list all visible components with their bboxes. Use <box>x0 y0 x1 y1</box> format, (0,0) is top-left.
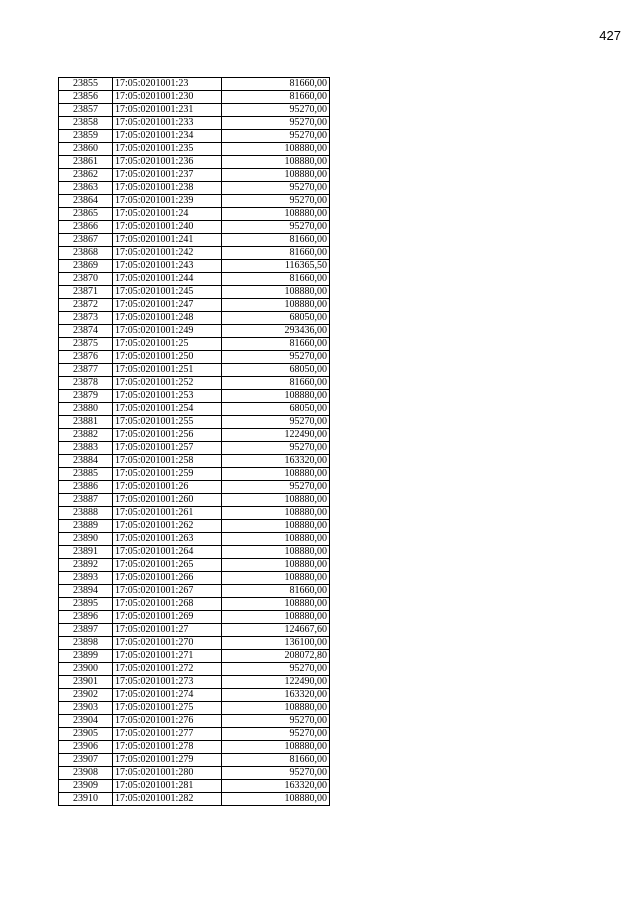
table-row <box>59 351 330 364</box>
row-number-cell: 23906 <box>59 741 113 754</box>
table-row <box>59 286 330 299</box>
value-cell: 95270,00 <box>222 195 330 208</box>
cadastral-number-cell: 17:05:0201001:243 <box>113 260 222 273</box>
value-cell: 95270,00 <box>222 351 330 364</box>
table-row <box>59 78 330 91</box>
row-number-cell: 23872 <box>59 299 113 312</box>
cadastral-number-cell: 17:05:0201001:245 <box>113 286 222 299</box>
row-number-cell: 23862 <box>59 169 113 182</box>
row-number-cell: 23878 <box>59 377 113 390</box>
row-number-cell: 23855 <box>59 78 113 91</box>
value-cell: 108880,00 <box>222 520 330 533</box>
row-number-cell: 23863 <box>59 182 113 195</box>
cadastral-number-cell: 17:05:0201001:266 <box>113 572 222 585</box>
value-cell: 68050,00 <box>222 364 330 377</box>
value-cell: 95270,00 <box>222 728 330 741</box>
row-number-cell: 23885 <box>59 468 113 481</box>
value-cell: 163320,00 <box>222 455 330 468</box>
row-number-cell: 23856 <box>59 91 113 104</box>
row-number-cell: 23882 <box>59 429 113 442</box>
table-row <box>59 455 330 468</box>
value-cell: 68050,00 <box>222 312 330 325</box>
row-number-cell: 23896 <box>59 611 113 624</box>
cadastral-number-cell: 17:05:0201001:234 <box>113 130 222 143</box>
table-row <box>59 117 330 130</box>
table-row <box>59 754 330 767</box>
cadastral-number-cell: 17:05:0201001:236 <box>113 156 222 169</box>
value-cell: 108880,00 <box>222 208 330 221</box>
row-number-cell: 23869 <box>59 260 113 273</box>
cadastral-number-cell: 17:05:0201001:248 <box>113 312 222 325</box>
table-row <box>59 182 330 195</box>
value-cell: 108880,00 <box>222 299 330 312</box>
cadastral-number-cell: 17:05:0201001:260 <box>113 494 222 507</box>
row-number-cell: 23870 <box>59 273 113 286</box>
cadastral-number-cell: 17:05:0201001:261 <box>113 507 222 520</box>
row-number-cell: 23867 <box>59 234 113 247</box>
value-cell: 163320,00 <box>222 780 330 793</box>
cadastral-number-cell: 17:05:0201001:279 <box>113 754 222 767</box>
cadastral-number-cell: 17:05:0201001:253 <box>113 390 222 403</box>
table-body <box>59 78 330 806</box>
table-row <box>59 403 330 416</box>
row-number-cell: 23891 <box>59 546 113 559</box>
cadastral-number-cell: 17:05:0201001:272 <box>113 663 222 676</box>
cadastral-number-cell: 17:05:0201001:238 <box>113 182 222 195</box>
cadastral-number-cell: 17:05:0201001:269 <box>113 611 222 624</box>
cadastral-number-cell: 17:05:0201001:280 <box>113 767 222 780</box>
cadastral-number-cell: 17:05:0201001:240 <box>113 221 222 234</box>
row-number-cell: 23905 <box>59 728 113 741</box>
value-cell: 108880,00 <box>222 702 330 715</box>
cadastral-number-cell: 17:05:0201001:23 <box>113 78 222 91</box>
table-row <box>59 715 330 728</box>
table-row <box>59 260 330 273</box>
value-cell: 95270,00 <box>222 182 330 195</box>
cadastral-number-cell: 17:05:0201001:27 <box>113 624 222 637</box>
table-row <box>59 338 330 351</box>
value-cell: 163320,00 <box>222 689 330 702</box>
row-number-cell: 23879 <box>59 390 113 403</box>
row-number-cell: 23893 <box>59 572 113 585</box>
table-row <box>59 546 330 559</box>
table-row <box>59 533 330 546</box>
cadastral-number-cell: 17:05:0201001:230 <box>113 91 222 104</box>
row-number-cell: 23894 <box>59 585 113 598</box>
row-number-cell: 23859 <box>59 130 113 143</box>
cadastral-number-cell: 17:05:0201001:241 <box>113 234 222 247</box>
cadastral-number-cell: 17:05:0201001:262 <box>113 520 222 533</box>
cadastral-number-cell: 17:05:0201001:242 <box>113 247 222 260</box>
table-row <box>59 650 330 663</box>
value-cell: 95270,00 <box>222 767 330 780</box>
table-row <box>59 767 330 780</box>
row-number-cell: 23871 <box>59 286 113 299</box>
value-cell: 81660,00 <box>222 754 330 767</box>
value-cell: 81660,00 <box>222 247 330 260</box>
table-row <box>59 468 330 481</box>
value-cell: 95270,00 <box>222 416 330 429</box>
value-cell: 81660,00 <box>222 91 330 104</box>
row-number-cell: 23910 <box>59 793 113 806</box>
cadastral-number-cell: 17:05:0201001:258 <box>113 455 222 468</box>
value-cell: 108880,00 <box>222 793 330 806</box>
row-number-cell: 23900 <box>59 663 113 676</box>
row-number-cell: 23865 <box>59 208 113 221</box>
table-row <box>59 637 330 650</box>
table-row <box>59 130 330 143</box>
table-row <box>59 585 330 598</box>
value-cell: 81660,00 <box>222 78 330 91</box>
table-row <box>59 741 330 754</box>
table-row <box>59 234 330 247</box>
row-number-cell: 23901 <box>59 676 113 689</box>
table-row <box>59 312 330 325</box>
row-number-cell: 23868 <box>59 247 113 260</box>
value-cell: 81660,00 <box>222 377 330 390</box>
value-cell: 108880,00 <box>222 546 330 559</box>
value-cell: 122490,00 <box>222 676 330 689</box>
table-row <box>59 624 330 637</box>
value-cell: 95270,00 <box>222 221 330 234</box>
cadastral-number-cell: 17:05:0201001:256 <box>113 429 222 442</box>
table-row <box>59 676 330 689</box>
row-number-cell: 23884 <box>59 455 113 468</box>
cadastral-number-cell: 17:05:0201001:235 <box>113 143 222 156</box>
value-cell: 81660,00 <box>222 234 330 247</box>
row-number-cell: 23909 <box>59 780 113 793</box>
cadastral-number-cell: 17:05:0201001:255 <box>113 416 222 429</box>
value-cell: 108880,00 <box>222 741 330 754</box>
value-cell: 208072,80 <box>222 650 330 663</box>
cadastral-number-cell: 17:05:0201001:244 <box>113 273 222 286</box>
table-row <box>59 247 330 260</box>
cadastral-number-cell: 17:05:0201001:282 <box>113 793 222 806</box>
value-cell: 108880,00 <box>222 559 330 572</box>
value-cell: 108880,00 <box>222 507 330 520</box>
value-cell: 95270,00 <box>222 104 330 117</box>
value-cell: 81660,00 <box>222 585 330 598</box>
table-row <box>59 494 330 507</box>
value-cell: 124667,60 <box>222 624 330 637</box>
table-row <box>59 429 330 442</box>
value-cell: 81660,00 <box>222 338 330 351</box>
value-cell: 95270,00 <box>222 117 330 130</box>
table-row <box>59 793 330 806</box>
table-row <box>59 364 330 377</box>
value-cell: 136100,00 <box>222 637 330 650</box>
cadastral-number-cell: 17:05:0201001:274 <box>113 689 222 702</box>
row-number-cell: 23864 <box>59 195 113 208</box>
table-row <box>59 611 330 624</box>
row-number-cell: 23866 <box>59 221 113 234</box>
cadastral-number-cell: 17:05:0201001:250 <box>113 351 222 364</box>
value-cell: 95270,00 <box>222 481 330 494</box>
value-cell: 81660,00 <box>222 273 330 286</box>
row-number-cell: 23875 <box>59 338 113 351</box>
cadastral-number-cell: 17:05:0201001:249 <box>113 325 222 338</box>
value-cell: 108880,00 <box>222 156 330 169</box>
value-cell: 108880,00 <box>222 286 330 299</box>
table-row <box>59 520 330 533</box>
table-row <box>59 442 330 455</box>
table-row <box>59 481 330 494</box>
table-row <box>59 91 330 104</box>
cadastral-number-cell: 17:05:0201001:231 <box>113 104 222 117</box>
table-row <box>59 702 330 715</box>
value-cell: 95270,00 <box>222 442 330 455</box>
row-number-cell: 23873 <box>59 312 113 325</box>
cadastral-number-cell: 17:05:0201001:268 <box>113 598 222 611</box>
row-number-cell: 23889 <box>59 520 113 533</box>
value-cell: 68050,00 <box>222 403 330 416</box>
row-number-cell: 23883 <box>59 442 113 455</box>
cadastral-number-cell: 17:05:0201001:264 <box>113 546 222 559</box>
row-number-cell: 23892 <box>59 559 113 572</box>
cadastral-number-cell: 17:05:0201001:277 <box>113 728 222 741</box>
table-row <box>59 728 330 741</box>
cadastral-number-cell: 17:05:0201001:247 <box>113 299 222 312</box>
table-row <box>59 104 330 117</box>
cadastral-number-cell: 17:05:0201001:237 <box>113 169 222 182</box>
table-row <box>59 416 330 429</box>
cadastral-number-cell: 17:05:0201001:265 <box>113 559 222 572</box>
row-number-cell: 23881 <box>59 416 113 429</box>
table-row <box>59 169 330 182</box>
row-number-cell: 23895 <box>59 598 113 611</box>
value-cell: 108880,00 <box>222 390 330 403</box>
table-row <box>59 663 330 676</box>
value-cell: 108880,00 <box>222 169 330 182</box>
row-number-cell: 23886 <box>59 481 113 494</box>
row-number-cell: 23907 <box>59 754 113 767</box>
table-row <box>59 377 330 390</box>
table-row <box>59 390 330 403</box>
row-number-cell: 23890 <box>59 533 113 546</box>
cadastral-number-cell: 17:05:0201001:267 <box>113 585 222 598</box>
value-cell: 116365,50 <box>222 260 330 273</box>
cadastral-number-cell: 17:05:0201001:259 <box>113 468 222 481</box>
row-number-cell: 23877 <box>59 364 113 377</box>
value-cell: 108880,00 <box>222 143 330 156</box>
cadastral-number-cell: 17:05:0201001:271 <box>113 650 222 663</box>
cadastral-number-cell: 17:05:0201001:263 <box>113 533 222 546</box>
value-cell: 108880,00 <box>222 611 330 624</box>
page-number: 427 <box>599 28 621 43</box>
table-row <box>59 143 330 156</box>
row-number-cell: 23904 <box>59 715 113 728</box>
row-number-cell: 23899 <box>59 650 113 663</box>
table-row <box>59 780 330 793</box>
row-number-cell: 23897 <box>59 624 113 637</box>
cadastral-number-cell: 17:05:0201001:275 <box>113 702 222 715</box>
table-row <box>59 299 330 312</box>
table-row <box>59 572 330 585</box>
row-number-cell: 23874 <box>59 325 113 338</box>
cadastral-number-cell: 17:05:0201001:278 <box>113 741 222 754</box>
cadastral-number-cell: 17:05:0201001:25 <box>113 338 222 351</box>
table-row <box>59 195 330 208</box>
cadastral-number-cell: 17:05:0201001:257 <box>113 442 222 455</box>
value-cell: 122490,00 <box>222 429 330 442</box>
row-number-cell: 23857 <box>59 104 113 117</box>
table-row <box>59 325 330 338</box>
row-number-cell: 23858 <box>59 117 113 130</box>
row-number-cell: 23903 <box>59 702 113 715</box>
table-row <box>59 156 330 169</box>
table-row <box>59 507 330 520</box>
table-row <box>59 559 330 572</box>
value-cell: 95270,00 <box>222 715 330 728</box>
cadastral-number-cell: 17:05:0201001:26 <box>113 481 222 494</box>
table-row <box>59 689 330 702</box>
value-cell: 108880,00 <box>222 533 330 546</box>
value-cell: 95270,00 <box>222 663 330 676</box>
row-number-cell: 23902 <box>59 689 113 702</box>
table-row <box>59 273 330 286</box>
value-cell: 108880,00 <box>222 598 330 611</box>
table-row <box>59 598 330 611</box>
cadastral-number-cell: 17:05:0201001:252 <box>113 377 222 390</box>
cadastral-number-cell: 17:05:0201001:239 <box>113 195 222 208</box>
row-number-cell: 23876 <box>59 351 113 364</box>
value-cell: 108880,00 <box>222 494 330 507</box>
cadastral-value-table <box>58 77 330 806</box>
row-number-cell: 23888 <box>59 507 113 520</box>
table-row <box>59 221 330 234</box>
row-number-cell: 23880 <box>59 403 113 416</box>
row-number-cell: 23887 <box>59 494 113 507</box>
cadastral-number-cell: 17:05:0201001:270 <box>113 637 222 650</box>
cadastral-number-cell: 17:05:0201001:273 <box>113 676 222 689</box>
value-cell: 293436,00 <box>222 325 330 338</box>
cadastral-number-cell: 17:05:0201001:233 <box>113 117 222 130</box>
table-row <box>59 208 330 221</box>
cadastral-number-cell: 17:05:0201001:254 <box>113 403 222 416</box>
value-cell: 108880,00 <box>222 468 330 481</box>
cadastral-number-cell: 17:05:0201001:24 <box>113 208 222 221</box>
row-number-cell: 23898 <box>59 637 113 650</box>
row-number-cell: 23908 <box>59 767 113 780</box>
value-cell: 108880,00 <box>222 572 330 585</box>
cadastral-number-cell: 17:05:0201001:251 <box>113 364 222 377</box>
cadastral-number-cell: 17:05:0201001:281 <box>113 780 222 793</box>
row-number-cell: 23861 <box>59 156 113 169</box>
cadastral-number-cell: 17:05:0201001:276 <box>113 715 222 728</box>
row-number-cell: 23860 <box>59 143 113 156</box>
value-cell: 95270,00 <box>222 130 330 143</box>
